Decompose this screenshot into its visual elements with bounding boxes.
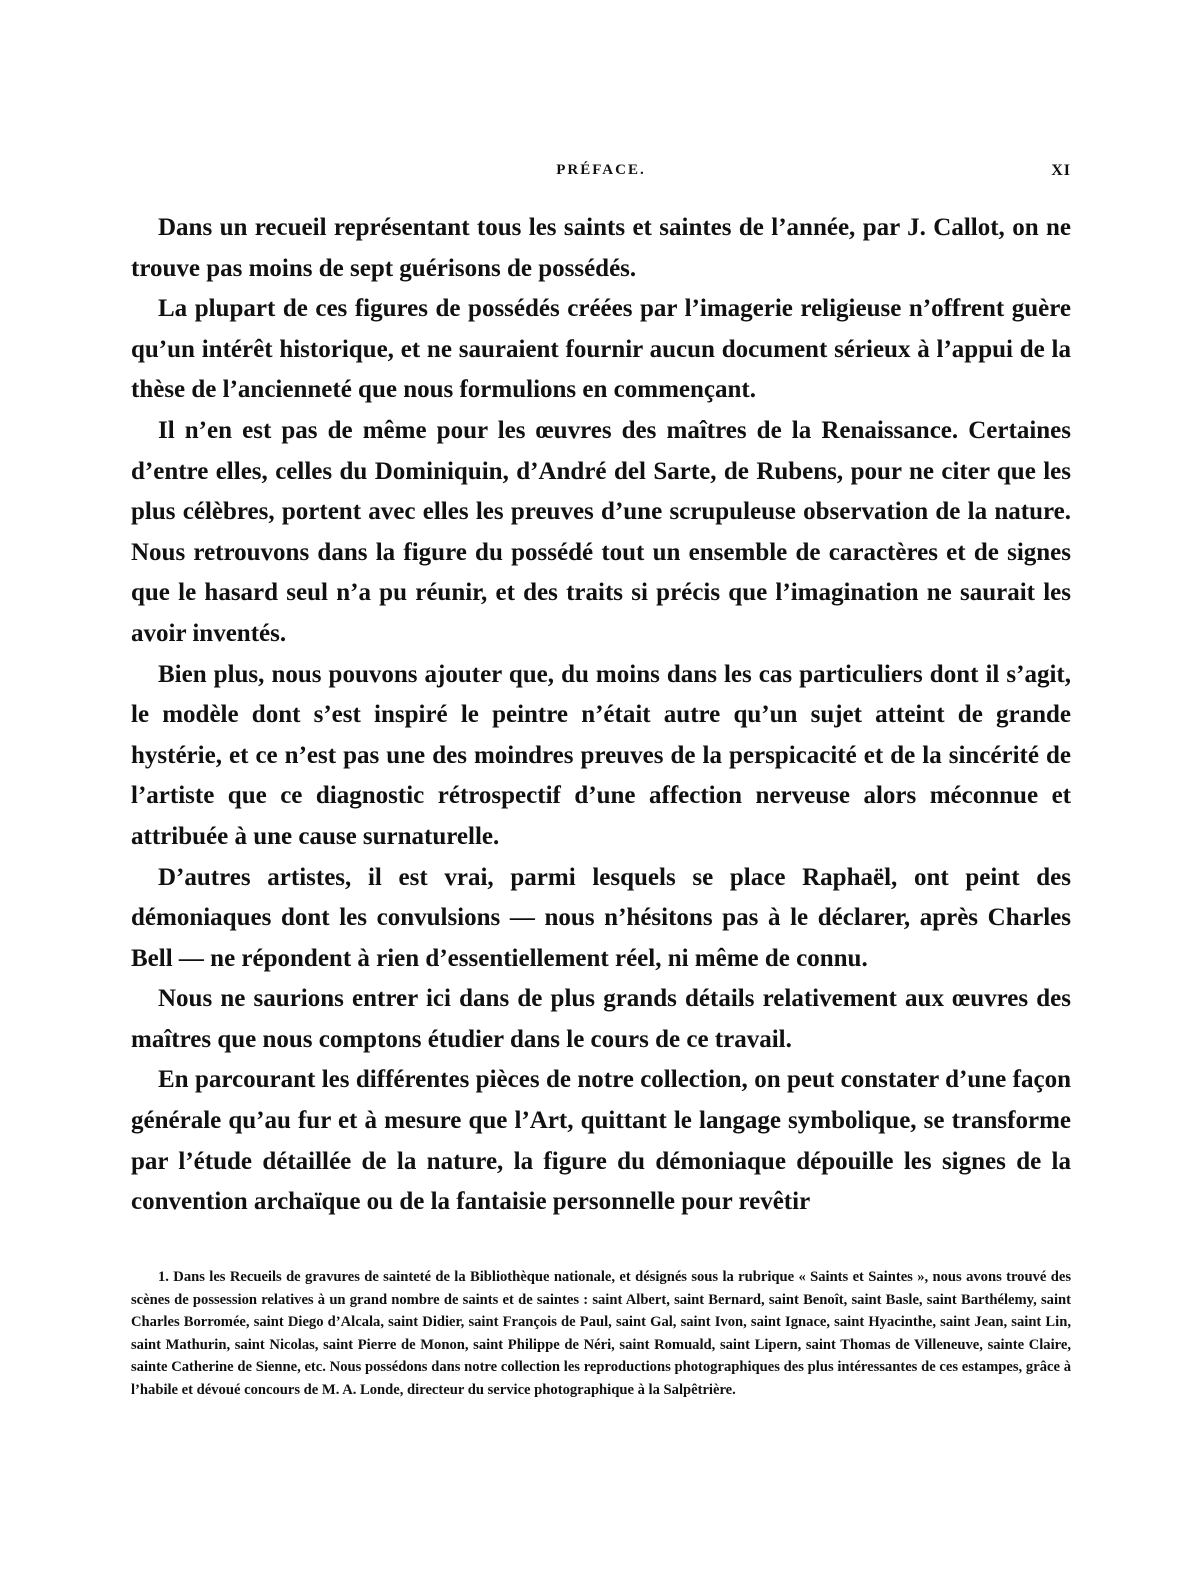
paragraph: Bien plus, nous pouvons ajouter que, du moins dans les cas particuliers dont il s’agit, le modèle dont s’est inspiré le peintre n’était autre qu’un sujet atteint de grande hystérie, et ce n’est pas une des moindres preuves de la perspicacité et de la sincérité de l’artiste que ce diagnostic rétrospectif d’une affection nerveuse alors méconnue et attribuée à une cause surnaturelle.: [131, 660, 1071, 850]
paragraph: D’autres artistes, il est vrai, parmi lesquels se place Raphaël, ont peint des démoniaques dont les convulsions — nous n’hésitons pas à le déclarer, après Charles Bell — ne répondent à rien d’essentiellement réel, ni même de connu.: [131, 863, 1071, 972]
running-title: PRÉFACE.: [556, 162, 646, 178]
page-number: XI: [1051, 162, 1071, 179]
footnote-text: 1. Dans les Recueils de gravures de sainteté de la Bibliothèque nationale, et désignés sous la rubrique « Saints et Saintes », nous avons trouvé des scènes de possession relatives à un grand nombre de saints et de saintes : saint Albert, saint Bernard, saint Benoît, saint Basle, saint Barthélemy, saint Charles Borromée, saint Diego d’Alcala, saint Didier, saint François de Paul, saint Gal, saint Ivon, saint Ignace, saint Hyacinthe, saint Jean, saint Lin, saint Mathurin, saint Nicolas, saint Pierre de Monon, saint Philippe de Néri, saint Romuald, saint Lipern, saint Thomas de Villeneuve, sainte Claire, sainte Catherine de Sienne, etc. Nous possédons dans notre collection les reproductions photographiques des plus intéressantes de ces estampes, grâce à l’habile et dévoué concours de M. A. Londe, directeur du service photographique à la Salpêtrière.: [131, 1269, 1071, 1398]
paragraph: En parcourant les différentes pièces de notre collection, on peut constater d’une façon générale qu’au fur et à mesure que l’Art, quittant le langage symbolique, se transforme par l’étude détaillée de la nature, la figure du démoniaque dépouille les signes de la convention archaïque ou de la fantaisie personnelle pour revêtir: [131, 1066, 1071, 1216]
paragraph: Il n’en est pas de même pour les œuvres des maîtres de la Renaissance. Certaines d’entre elles, celles du Dominiquin, d’André del Sarte, de Rubens, pour ne citer que les plus célèbres, portent avec elles les preuves d’une scrupuleuse observation de la nature. Nous retrouvons dans la figure du possédé tout un ensemble de caractères et de signes que le hasard seul n’a pu réunir, et des traits si précis que l’imagination ne saurait les avoir inventés.: [131, 416, 1071, 647]
paragraph: La plupart de ces figures de possédés créées par l’imagerie religieuse n’offrent guère qu’un intérêt historique, et ne sauraient fournir aucun document sérieux à l’appui de la thèse de l’ancienneté que nous formulions en commençant.: [131, 295, 1071, 404]
footnote: [131, 1266, 1071, 1401]
main-text: [131, 208, 1071, 1223]
paragraph: Dans un recueil représentant tous les saints et saintes de l’année, par J. Callot, on ne trouve pas moins de sept guérisons de possédés.: [131, 214, 1071, 282]
paragraph: Nous ne saurions entrer ici dans de plus grands détails relativement aux œuvres des maîtres que nous comptons étudier dans le cours de ce travail.: [131, 985, 1071, 1053]
running-head: [131, 162, 1071, 186]
